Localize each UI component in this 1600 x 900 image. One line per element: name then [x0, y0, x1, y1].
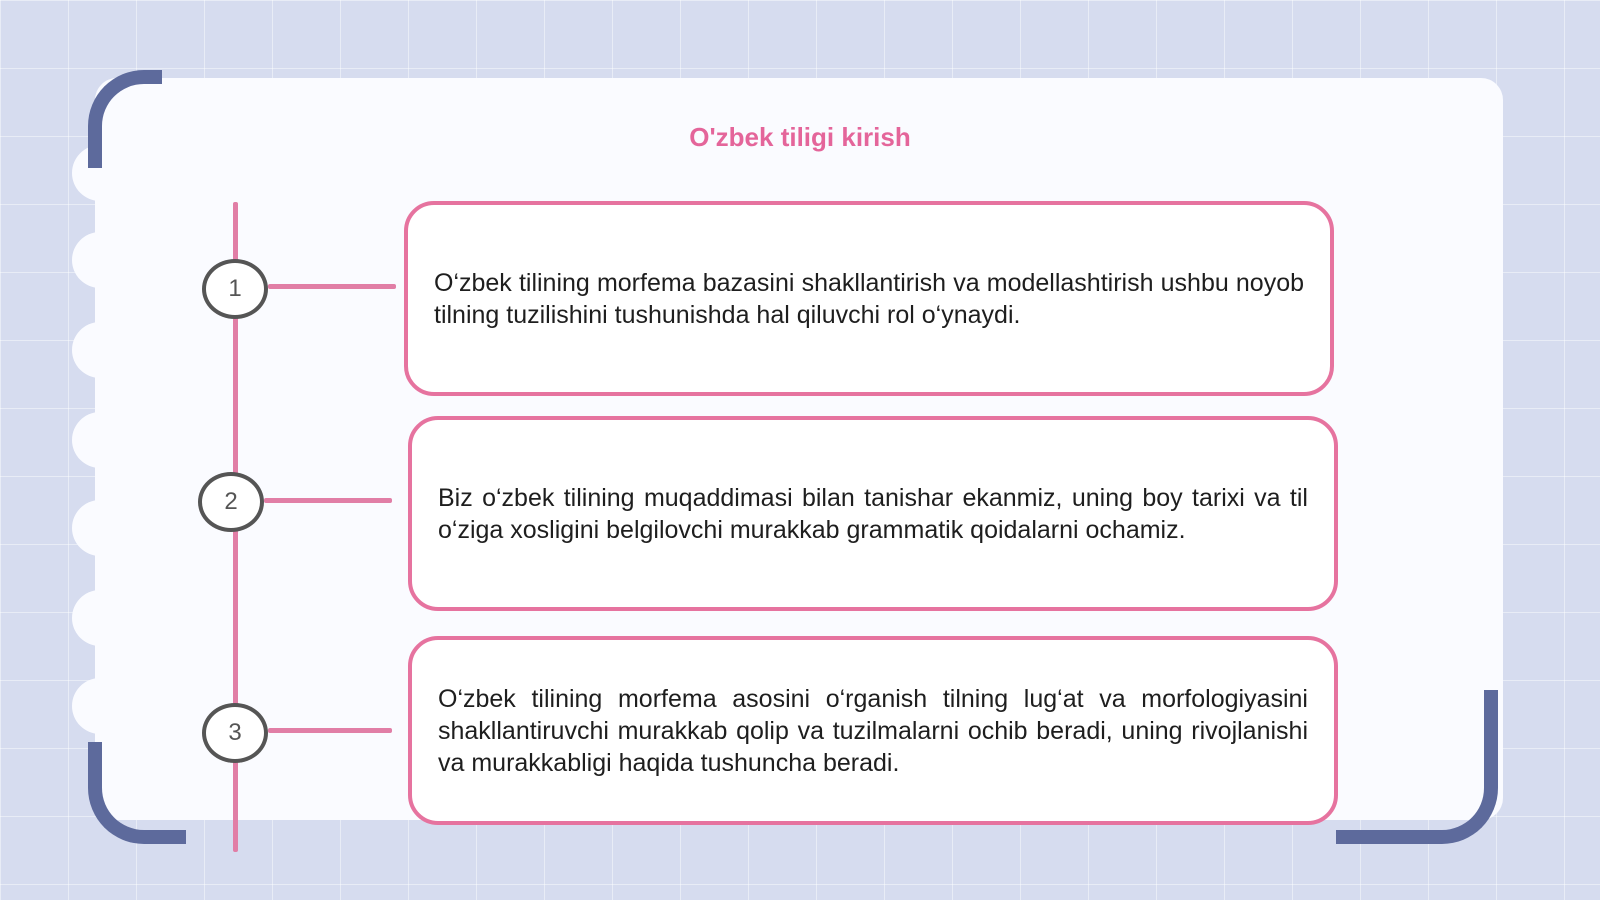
timeline-node-2: 2: [198, 472, 264, 532]
scallop-edge: [72, 232, 128, 288]
corner-bracket-bottom-right: [1336, 690, 1498, 844]
content-text-1: O‘zbek tilining morfema bazasini shakllantirish va modellashtirish ushbu noyob tilning tuzilishini tushunishda hal qiluvchi rol o‘ynaydi.: [434, 268, 1304, 329]
scallop-edge: [72, 412, 128, 468]
corner-bracket-bottom-left: [88, 742, 186, 844]
scallop-edge: [72, 590, 128, 646]
timeline-node-1: 1: [202, 259, 268, 319]
corner-bracket-top-left: [88, 70, 162, 168]
content-text-3: O‘zbek tilining morfema asosini o‘rganish tilning lug‘at va morfologiyasini shakllantiruvchi murakkab qolip va tuzilmalarni ochib beradi, uning rivojlanishi va murakkabligi haqida tushuncha beradi.: [438, 684, 1308, 777]
scallop-edge: [72, 500, 128, 556]
slide-title: O'zbek tiligi kirish: [689, 122, 911, 152]
content-box-2: [408, 416, 1338, 611]
timeline-connector: [268, 284, 396, 289]
timeline-node-3: 3: [202, 703, 268, 763]
content-box-3: [408, 636, 1338, 825]
content-text-2: Biz o‘zbek tilining muqaddimasi bilan tanishar ekanmiz, uning boy tarixi va til o‘ziga xosligini belgilovchi murakkab grammatik qoidalarni ochamiz.: [438, 483, 1308, 544]
timeline-connector: [268, 728, 392, 733]
timeline-connector: [264, 498, 392, 503]
scallop-edge: [72, 678, 128, 734]
content-box-1: [404, 201, 1334, 396]
scallop-edge: [72, 322, 128, 378]
